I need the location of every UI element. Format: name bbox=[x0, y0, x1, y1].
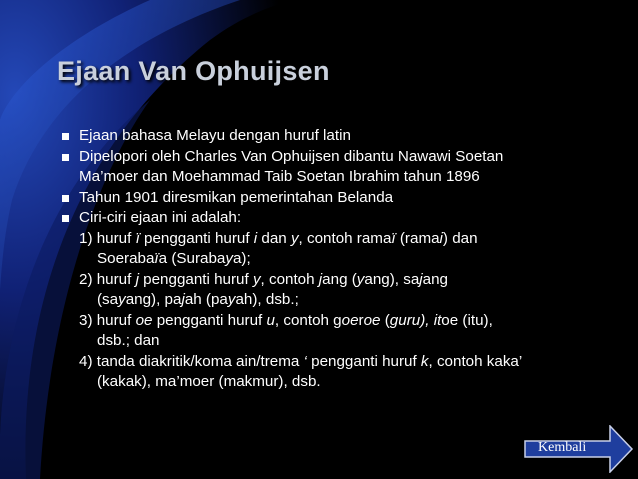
bullet-item bbox=[62, 126, 622, 147]
back-button[interactable] bbox=[524, 425, 634, 473]
point-1: 1) huruf ï pengganti huruf i dan y, contoh ramaï (ramai) dan bbox=[79, 229, 478, 247]
bullet-item bbox=[62, 188, 622, 209]
point-4: 4) tanda diakritik/koma ain/trema ‘ pengganti huruf k, contoh kaka’ bbox=[79, 352, 523, 370]
point-3-continuation: dsb.; dan bbox=[97, 332, 160, 349]
point-4-continuation: (kakak), ma’moer (makmur), dsb. bbox=[97, 373, 321, 390]
bullet-text: Ejaan bahasa Melayu dengan huruf latin bbox=[79, 127, 351, 144]
point-1-continuation: Soerabaïa (Surabaya); bbox=[97, 250, 251, 267]
bullet-text: Ciri-ciri ejaan ini adalah: bbox=[79, 209, 242, 226]
square-bullet-icon bbox=[62, 154, 69, 161]
square-bullet-icon bbox=[62, 133, 69, 140]
point-2-continuation: (sayang), pajah (payah), dsb.; bbox=[97, 291, 299, 308]
slide-title: Ejaan Van Ophuijsen bbox=[57, 56, 330, 86]
square-bullet-icon bbox=[62, 215, 69, 222]
bullet-text: Dipelopori oleh Charles Van Ophuijsen dibantu Nawawi Soetan bbox=[79, 147, 504, 165]
bullet-continuation: Ma’moer dan Moehammad Taib Soetan Ibrahim tahun 1896 bbox=[79, 168, 480, 185]
square-bullet-icon bbox=[62, 195, 69, 202]
back-button-label: Kembali bbox=[538, 440, 587, 455]
bullet-item bbox=[62, 147, 622, 168]
point-2: 2) huruf j pengganti huruf y, contoh jang (yang), sajang bbox=[79, 270, 448, 288]
slide-content bbox=[62, 126, 622, 393]
bullet-item bbox=[62, 208, 622, 229]
point-3: 3) huruf oe pengganti huruf u, contoh goeroe (guru), itoe (itu), bbox=[79, 311, 493, 329]
bullet-text: Tahun 1901 diresmikan pemerintahan Belanda bbox=[79, 188, 394, 206]
